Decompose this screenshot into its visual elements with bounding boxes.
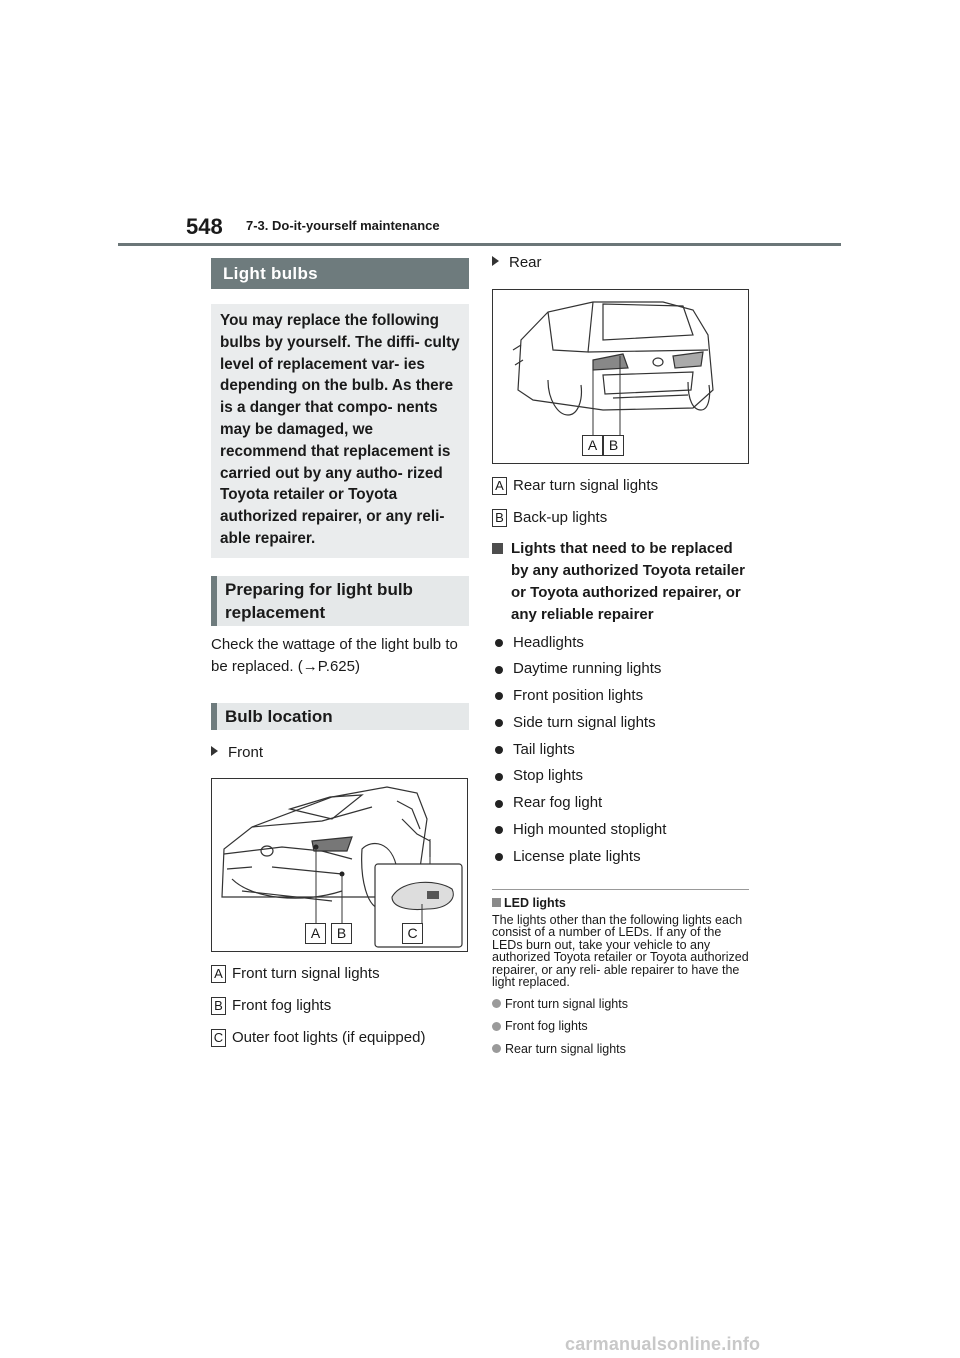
bullet-icon (495, 692, 503, 700)
rear-label: Rear (509, 254, 542, 271)
legend-key: C (211, 1029, 226, 1047)
front-label-row (211, 742, 469, 765)
rear-legend (492, 476, 750, 528)
list-item-label: Front fog lights (505, 1019, 588, 1034)
callout-b: B (331, 923, 352, 944)
preparing-text: Check the wattage of the light bulb to be replaced. (→P.625) (211, 635, 458, 676)
led-title: LED lights (504, 895, 566, 910)
list-item-label: Headlights (513, 633, 584, 651)
led-text: The lights other than the following lights each consist of a number of LEDs. If any of the LEDs burn out, take your vehicle to any authorized Toyota retailer or Toyota authorized repairer, or any reli- able repairer to have the light replaced. (492, 912, 749, 990)
triangle-bullet-icon (211, 746, 218, 756)
callout-a: A (582, 435, 603, 456)
dealer-lights-list (492, 630, 750, 871)
list-item (492, 844, 750, 871)
list-item-label: Tail lights (513, 740, 575, 758)
list-item (492, 763, 750, 790)
legend-item (492, 476, 750, 496)
bullet-icon (495, 666, 503, 674)
list-item (492, 1015, 750, 1038)
list-item (492, 710, 750, 737)
front-legend (211, 964, 469, 1048)
led-heading (492, 896, 750, 910)
dealer-lights-title: Lights that need to be replaced by any authorized Toyota retailer or Toyota authorized repairer, or any reliable repairer (511, 539, 745, 623)
header-rule (118, 243, 841, 246)
bullet-icon (495, 800, 503, 808)
list-item (492, 630, 750, 657)
bullet-icon (495, 853, 503, 861)
list-item-label: Daytime running lights (513, 660, 662, 678)
legend-item (211, 964, 469, 984)
list-item (492, 993, 750, 1016)
bullet-icon (492, 1044, 501, 1053)
list-item (492, 683, 750, 710)
chapter-title: 7-3. Do-it-yourself maintenance (246, 218, 440, 233)
legend-item (211, 996, 469, 1016)
callout-b: B (603, 435, 624, 456)
bullet-icon (495, 639, 503, 647)
triangle-bullet-icon (492, 256, 499, 266)
legend-key: A (492, 477, 507, 495)
bullet-icon (492, 1022, 501, 1031)
rear-label-row (492, 252, 750, 275)
list-item-label: License plate lights (513, 847, 641, 865)
list-item-label: Rear fog light (513, 794, 603, 812)
right-column (492, 252, 750, 1060)
rear-vehicle-figure (492, 289, 749, 464)
callout-c: C (402, 923, 423, 944)
bulb-location-heading: Bulb location (211, 703, 469, 730)
list-item-label: Front turn signal lights (505, 996, 628, 1011)
preparing-heading: Preparing for light bulb replacement (211, 576, 469, 626)
bullet-icon (495, 719, 503, 727)
legend-key: B (211, 997, 226, 1015)
callout-a: A (305, 923, 326, 944)
section-divider (492, 889, 749, 890)
dealer-lights-heading (492, 538, 750, 626)
legend-text: Rear turn signal lights (513, 476, 659, 494)
legend-text: Back-up lights (513, 508, 608, 526)
legend-item (492, 508, 750, 528)
bullet-icon (495, 773, 503, 781)
left-column (211, 258, 469, 1048)
front-vehicle-figure (211, 778, 468, 952)
bullet-icon (492, 999, 501, 1008)
list-item-label: Side turn signal lights (513, 713, 656, 731)
led-list (492, 993, 750, 1061)
list-item (492, 1038, 750, 1061)
front-label: Front (228, 743, 264, 761)
list-item (492, 737, 750, 764)
bullet-icon (495, 746, 503, 754)
list-item (492, 817, 750, 844)
list-item (492, 790, 750, 817)
legend-item (211, 1028, 469, 1048)
light-bulbs-heading: Light bulbs (211, 258, 469, 289)
list-item-label: Stop lights (513, 767, 584, 785)
legend-key: B (492, 509, 507, 527)
legend-text: Front turn signal lights (232, 965, 380, 983)
list-item-label: Front position lights (513, 687, 644, 705)
square-bullet-icon (492, 543, 503, 554)
legend-key: A (211, 965, 226, 983)
light-bulbs-intro: You may replace the following bulbs by yourself. The diffi- culty level of replacement var- ies depending on the bulb. As there is a danger that compo- nents may be damaged, we recommend that replacement is carried out by any autho- rized Toyota retailer or Toyota authorized repairer, or any reli- able repairer. (211, 304, 469, 558)
list-item-label: Rear turn signal lights (505, 1041, 626, 1056)
list-item-label: High mounted stoplight (513, 821, 667, 839)
legend-text: Outer foot lights (if equipped) (232, 1029, 426, 1047)
square-bullet-icon (492, 898, 501, 907)
bullet-icon (495, 826, 503, 834)
list-item (492, 656, 750, 683)
legend-text: Front fog lights (232, 997, 332, 1015)
watermark: carmanualsonline.info (565, 1334, 761, 1354)
page-number: 548 (186, 214, 223, 239)
